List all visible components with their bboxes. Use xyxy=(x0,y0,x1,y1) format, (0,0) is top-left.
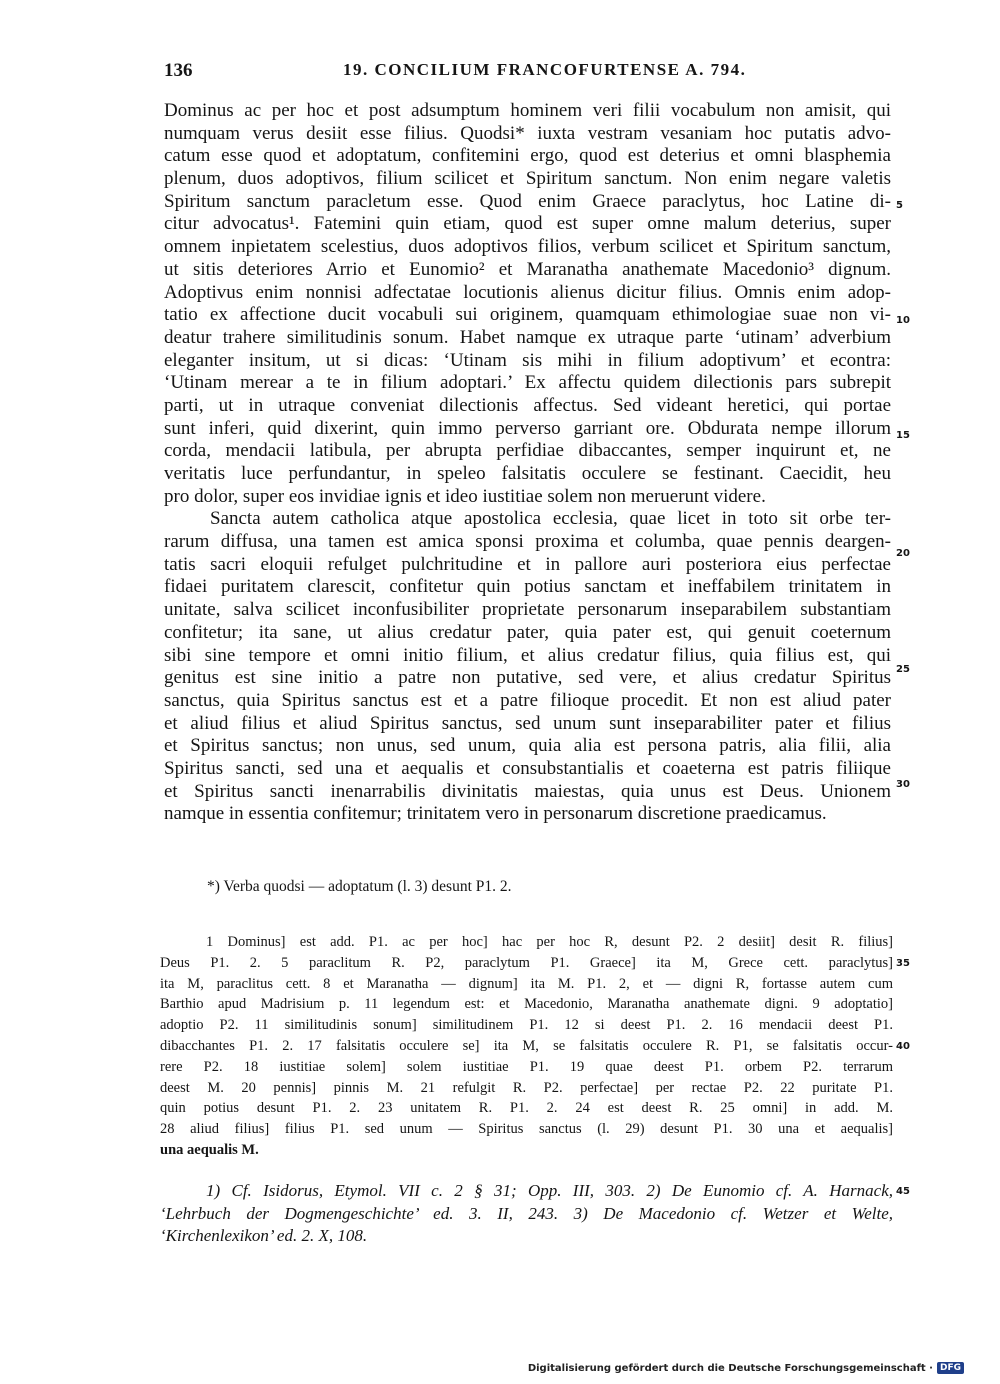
text-line: Sancta autem catholica atque apostolica ecclesia, quae licet in toto sit orbe ter- xyxy=(210,508,891,530)
text-line: genitus est sine initio a patre non putative, sed vere, et alius credatur Spiritus xyxy=(164,667,891,689)
text-line: confitetur; ita sane, ut alius credatur pater, quia pater est, qui genuit coeternum xyxy=(164,621,891,643)
line-number: 30 xyxy=(896,779,910,790)
text-line: veritatis luce perfundantur, in speleo falsitatis occulere se festinant. Caecidit, heu xyxy=(164,463,891,484)
apparatus-line: dibacchantes P1. 2. 17 falsitatis occulere se] ita M, se falsitatis occulere R. P1, se falsitatis occur- xyxy=(160,1037,893,1054)
dfg-logo-icon: DFG xyxy=(937,1362,964,1374)
text-line: ut sitis deteriores Arrio et Eunomio² et Maranatha anathemate Macedonio³ dignum. xyxy=(164,258,891,280)
apparatus-line: Deus P1. 2. 5 paraclitum R. P2, paraclytum P1. Graece] ita M, Grece cett. paraclytus] xyxy=(160,954,893,971)
text-line: Dominus ac per hoc et post adsumptum hominem veri filii vocabulum non amisit, qui xyxy=(164,100,891,121)
text-line: sibi sine tempore et omni initio filium, et alius credatur filius, quia filius est, qui xyxy=(164,644,891,666)
text-line: omnem inpietatem scelestius, duos adoptivos filios, verbum scilicet et Spiritum sanctum, xyxy=(164,236,891,258)
page-header xyxy=(0,60,1000,84)
text-line: Adoptivus enim nonnisi adfectatae locutionis alienus dicitur filius. Omnis enim adop- xyxy=(164,281,891,303)
apparatus-line: una aequalis M. xyxy=(160,1141,259,1158)
text-line: Spiritus sancti, sed una et aequalis et consubstantialis et coaeterna est patris filiique xyxy=(164,757,891,779)
text-line: ‘Utinam merear a te in filium adoptari.’ Ex affectu quidem dilectionis pars subrepit xyxy=(164,372,891,394)
apparatus-line: quin potius desunt P1. 2. 23 unitatem R. P1. 2. 24 est deest R. 25 omni] in add. M. xyxy=(160,1100,893,1117)
main-text xyxy=(164,100,891,826)
apparatus-line: adoptio P2. 11 similitudinis sonum] similitudinem P1. 12 si deest P1. 2. 16 mendacii deest P1. xyxy=(160,1017,893,1034)
text-line: corda, mendacii latibula, per abrupta perfidiae dibaccantes, semper inquirunt et, ne xyxy=(164,440,891,462)
text-line: et Spiritus sanctus; non unus, sed unum, quia alia est persona patris, alia filii, alia xyxy=(164,735,891,757)
text-line: eleganter insitum, ut si dicas: ‘Utinam sis mihi in filium adoptivum’ et econtra: xyxy=(164,349,891,371)
footnote-line: 1) Cf. Isidorus, Etymol. VII c. 2 § 31; Opp. III, 303. 2) De Eunomio cf. A. Harnack, xyxy=(206,1181,893,1200)
text-line: fidaei puritatem clarescit, confitetur quin potius sanctam et ineffabilem trinitatem in xyxy=(164,576,891,598)
text-line: citur advocatus¹. Fatemini quin etiam, quod est super omne malum deterius, super xyxy=(164,213,891,235)
critical-apparatus xyxy=(160,932,893,1161)
line-number: 5 xyxy=(896,200,903,211)
text-line: pro dolor, super eos invidiae ignis et ideo iustitiae solem non meruerunt videre. xyxy=(164,485,766,507)
apparatus-line: ita M, paraclitus cett. 8 et Maranatha — dignum] ita M. P1. 2, et — digni R, fortasse autem cum xyxy=(160,975,893,992)
text-line: tatis sacri eloquii refulget pulchritudine et in pallore auri posteriora eius perfectae xyxy=(164,553,891,575)
text-line: plenum, duos adoptivos, filium scilicet et Spiritum sanctum. Non enim negare valetis xyxy=(164,168,891,190)
text-line: sanctus, quia Spiritus sanctus est et a patre filioque procedit. Et non est aliud pater xyxy=(164,689,891,711)
text-line: et Spiritus sancti inenarrabilis divinitatis maiestas, quia unus est Deus. Unionem xyxy=(164,780,891,802)
text-line: unitate, salva scilicet inconfusibiliter proprietate personarum inseparabilem substantiam xyxy=(164,599,891,621)
line-number: 15 xyxy=(896,430,910,441)
digitization-credit xyxy=(528,1362,964,1374)
text-line: tatio ex affectione ducit vocabuli sui originem, quamquam ethimologiae suae non vi- xyxy=(164,304,891,326)
apparatus-line: deest M. 20 pennis] pinnis M. 21 refulgit R. P2. perfectae] per rectae P2. 22 puritate P1. xyxy=(160,1079,893,1096)
footnotes xyxy=(160,1180,893,1248)
line-number: 20 xyxy=(896,548,910,559)
line-number: 40 xyxy=(896,1041,910,1052)
text-line: namque in essentia confitemur; trinitatem vero in personarum discretione praedicamus. xyxy=(164,803,827,825)
text-line: deatur trahere similitudinis sonum. Habet namque ex utraque parte ‘utinam’ adverbium xyxy=(164,326,891,348)
footnote-line: ‘Lehrbuch der Dogmengeschichte’ ed. 3. II, 243. 3) De Macedonio cf. Wetzer et Welte, xyxy=(160,1203,893,1223)
line-number: 25 xyxy=(896,664,910,675)
line-number: 35 xyxy=(896,958,910,969)
line-number: 45 xyxy=(896,1186,910,1197)
text-line: catum esse quod et adoptatum, confitemini ergo, quod est deterius et omni blasphemia xyxy=(164,145,891,167)
running-title: 19. CONCILIUM FRANCOFURTENSE A. 794. xyxy=(343,60,747,79)
text-line: sunt inferi, quid dixerint, quin immo perverso garriant ore. Obdurata nempe illorum xyxy=(164,417,891,439)
page-number: 136 xyxy=(164,60,193,81)
apparatus-line: 28 aliud filius] filius P1. sed unum — Spiritus sanctus (l. 29) desunt P1. 30 una et aequalis] xyxy=(160,1121,893,1138)
line-number: 10 xyxy=(896,315,910,326)
star-footnote: *) Verba quodsi — adoptatum (l. 3) desunt P1. 2. xyxy=(207,878,512,895)
footnote-line: ‘Kirchenlexikon’ ed. 2. X, 108. xyxy=(160,1226,368,1246)
apparatus-line: 1 Dominus] est add. P1. ac per hoc] hac per hoc R, desunt P2. 2 desiit] desit R. filius] xyxy=(206,934,893,950)
text-line: numquam verus desiit esse filius. Quodsi* iuxta vestram vesaniam hoc putatis advo- xyxy=(164,122,891,144)
credit-text: Digitalisierung gefördert durch die Deutsche Forschungsgemeinschaft · xyxy=(527,1362,933,1374)
apparatus-line: rere P2. 18 iustitiae solem] solem iustitiae P1. 19 quae deest P1. orbem P2. terrarum xyxy=(160,1058,893,1075)
text-line: parti, ut in utraque conveniat dilectionis affectus. Sed videant heretici, qui portae xyxy=(164,394,891,416)
text-line: rarum diffusa, una tamen est amica sponsi proxima et columba, quae pennis deargen- xyxy=(164,531,891,553)
text-line: et aliud filius et aliud Spiritus sanctus, sed unum sunt inseparabiliter pater et filius xyxy=(164,712,891,734)
text-line: Spiritum sanctum paracletum esse. Quod enim Graece paraclytus, hoc Latine di- xyxy=(164,190,891,212)
apparatus-line: Barthio apud Madrisium p. 11 legendum est: et Macedonio, Maranatha anathemate digni. 9 adoptatio] xyxy=(160,996,893,1013)
